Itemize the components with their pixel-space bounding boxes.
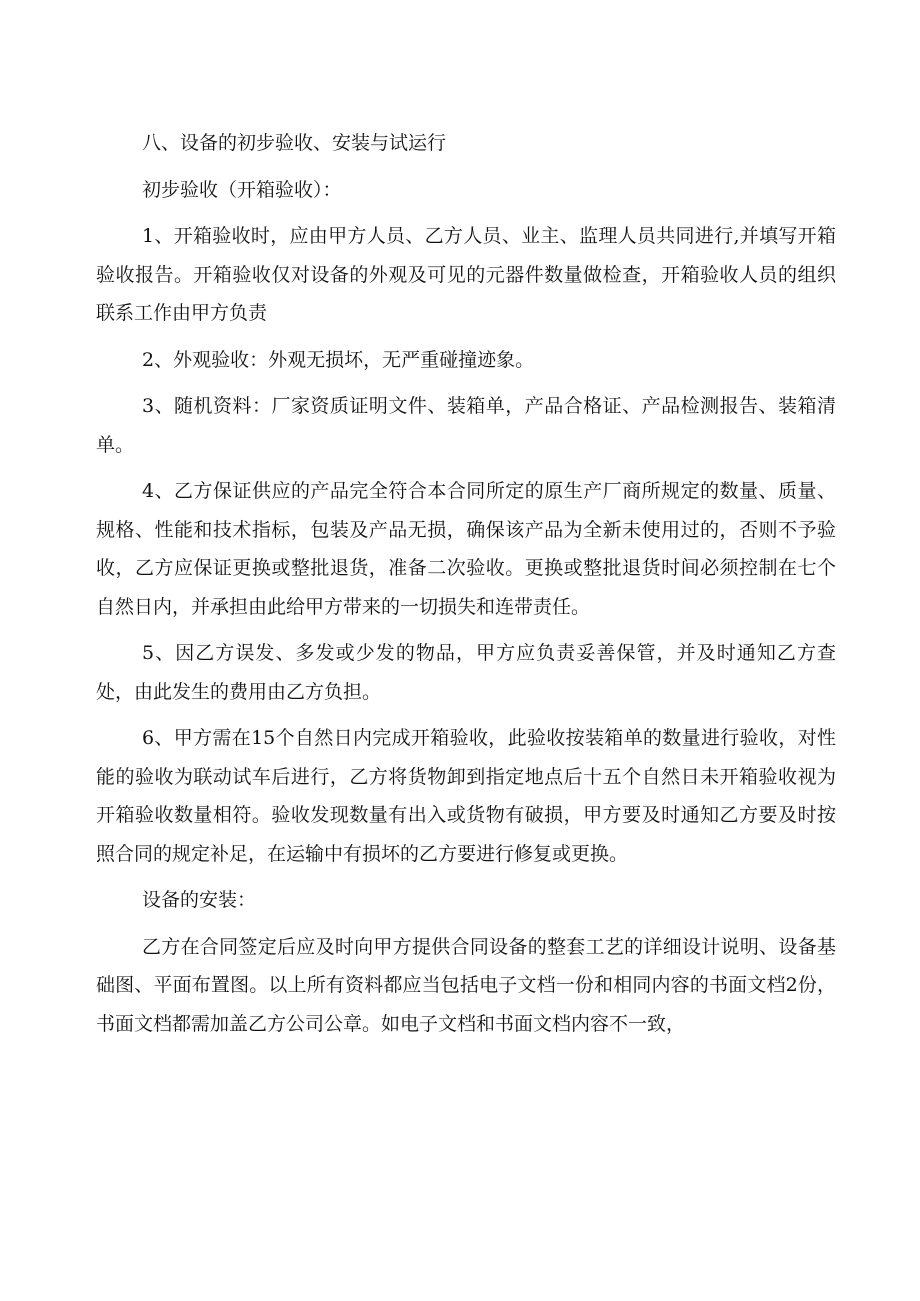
paragraph-item-3: 3、随机资料：厂家资质证明文件、装箱单，产品合格证、产品检测报告、装箱清单。	[96, 395, 836, 456]
subheading-installation: 设备的安装：	[142, 889, 257, 911]
subheading-opening-inspection: 初步验收（开箱验收）：	[142, 178, 342, 201]
paragraph-item-1: 1、开箱验收时，应由甲方人员、乙方人员、业主、监理人员共同进行,并填写开箱验收报告。开箱验收仅对设备的外观及可见的元器件数量做检查，开箱验收人员的组织联系工作由甲方负责	[96, 225, 836, 324]
paragraph-installation: 乙方在合同签定后应及时向甲方提供合同设备的整套工艺的详细设计说明、设备基础图、平面布置图。以上所有资料都应当包括电子文档一份和相同内容的书面文档2份，书面文档都需加盖乙方公司公章。如电子文档和书面文档内容不一致，	[96, 935, 836, 1035]
document-body	[96, 124, 836, 1051]
paragraph-item-2: 2、外观验收：外观无损坏，无严重碰撞迹象。	[142, 348, 535, 371]
paragraph-item-5: 5、因乙方误发、多发或少发的物品，甲方应负责妥善保管，并及时通知乙方查处，由此发生的费用由乙方负担。	[96, 642, 836, 703]
section-heading: 八、设备的初步验收、安装与试运行	[142, 132, 447, 154]
paragraph-item-6: 6、甲方需在15个自然日内完成开箱验收，此验收按装箱单的数量进行验收，对性能的验收为联动试车后进行，乙方将货物卸到指定地点后十五个自然日未开箱验收视为开箱验收数量相符。验收发现数量有出入或货物有破损，甲方要及时通知乙方要及时按照合同的规定补足，在运输中有损坏的乙方要进行修复或更换。	[96, 727, 836, 865]
paragraph-item-4: 4、乙方保证供应的产品完全符合本合同所定的原生产厂商所规定的数量、质量、规格、性能和技术指标，包装及产品无损，确保该产品为全新未使用过的，否则不予验收，乙方应保证更换或整批退货，准备二次验收。更换或整批退货时间必须控制在七个自然日内，并承担由此给甲方带来的一切损失和连带责任。	[96, 480, 836, 618]
